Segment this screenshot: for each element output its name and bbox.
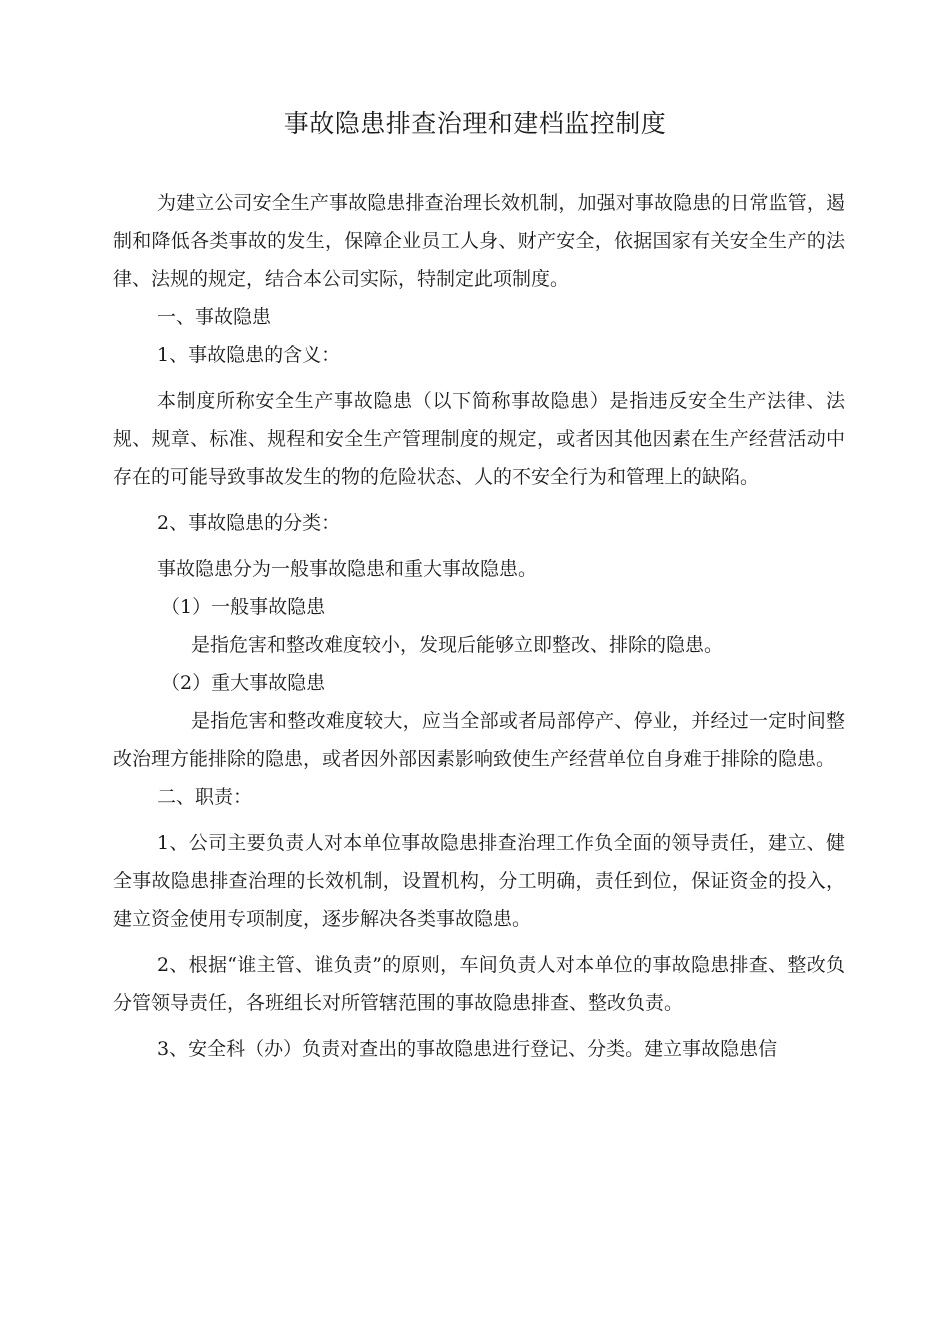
intro-paragraph: 为建立公司安全生产事故隐患排查治理长效机制，加强对事故隐患的日常监管，遏制和降低各类事故的发生，保障企业员工人身、财产安全，依据国家有关安全生产的法律、法规的规定，结合本公司实际，特制定此项制度。 (113, 192, 845, 290)
section-1-1-body: 本制度所称安全生产事故隐患（以下简称事故隐患）是指违反安全生产法律、法规、规章、标准、规程和安全生产管理制度的规定，或者因其他因素在生产经营活动中存在的可能导致事故发生的物的危险状态、人的不安全行为和管理上的缺陷。 (113, 390, 845, 488)
section-2-3-paragraph: 3、安全科（办）负责对查出的事故隐患进行登记、分类。建立事故隐患信 (157, 1038, 778, 1060)
general-hazard-body: 是指危害和整改难度较小，发现后能够立即整改、排除的隐患。 (191, 634, 724, 656)
section-2-heading: 二、职责： (157, 786, 253, 808)
major-hazard-body: 是指危害和整改难度较大，应当全部或者局部停产、停业，并经过一定时间整改治理方能排除的隐患，或者因外部因素影响致使生产经营单位自身难于排除的隐患。 (113, 710, 845, 770)
general-hazard-heading: （1）一般事故隐患 (161, 596, 326, 618)
section-2-1-paragraph: 1、公司主要负责人对本单位事故隐患排查治理工作负全面的领导责任，建立、健全事故隐患排查治理的长效机制，设置机构，分工明确，责任到位，保证资金的投入，建立资金使用专项制度，逐步解决各类事故隐患。 (113, 832, 845, 930)
section-1-2-heading: 2、事故隐患的分类： (157, 512, 341, 534)
section-2-2-paragraph: 2、根据“谁主管、谁负责”的原则，车间负责人对本单位的事故隐患排查、整改负分管领导责任，各班组长对所管辖范围的事故隐患排查、整改负责。 (113, 954, 845, 1014)
document-body (113, 184, 845, 1068)
major-hazard-heading: （2）重大事故隐患 (161, 672, 326, 694)
section-1-2-body: 事故隐患分为一般事故隐患和重大事故隐患。 (157, 558, 538, 580)
section-1-1-heading: 1、事故隐患的含义： (157, 344, 341, 366)
document-title: 事故隐患排查治理和建档监控制度 (283, 109, 667, 138)
section-1-heading: 一、事故隐患 (157, 306, 272, 328)
